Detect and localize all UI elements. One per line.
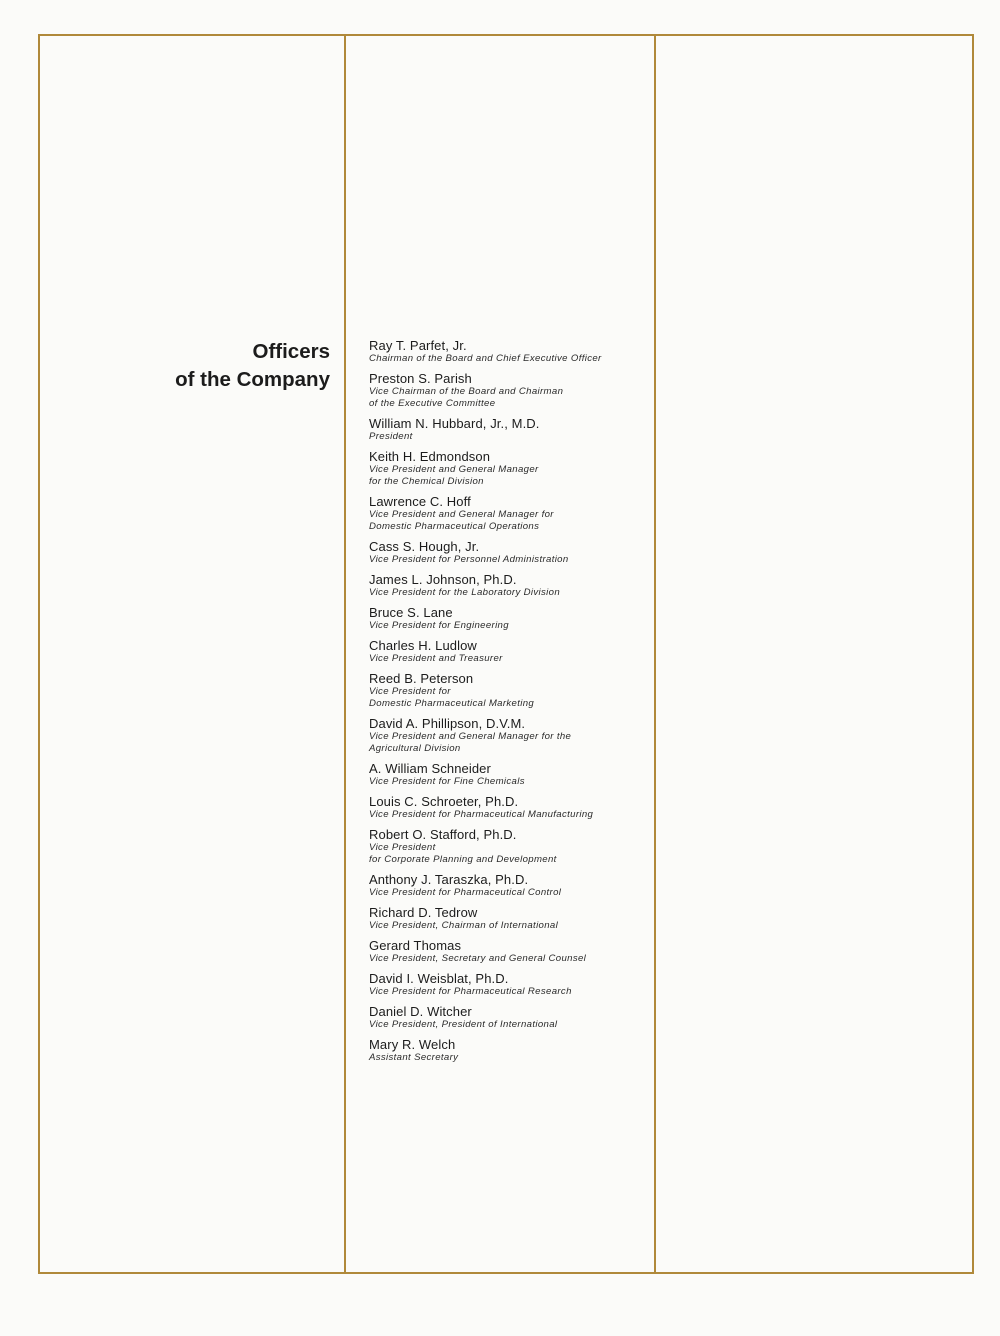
officer-entry — [369, 794, 644, 821]
officer-title-line: Chairman of the Board and Chief Executive Officer — [369, 353, 602, 364]
officer-title-line: Domestic Pharmaceutical Operations — [369, 521, 540, 532]
officer-name: James L. Johnson, Ph.D. — [369, 572, 517, 587]
officer-entry — [369, 338, 644, 365]
officer-entry — [369, 1004, 644, 1031]
officer-entry — [369, 1037, 644, 1064]
officer-name: Lawrence C. Hoff — [369, 494, 471, 509]
officer-name: Mary R. Welch — [369, 1037, 456, 1052]
heading-line-2: of the Company — [175, 368, 330, 391]
officer-title-line: Vice President, Secretary and General Counsel — [369, 953, 587, 964]
officer-name: Anthony J. Taraszka, Ph.D. — [369, 872, 529, 887]
officer-entry — [369, 371, 644, 410]
officer-title-line: Vice Chairman of the Board and Chairman — [369, 386, 564, 397]
officer-title-line: Agricultural Division — [369, 743, 461, 754]
officer-title-line: Vice President, President of International — [369, 1019, 558, 1030]
officer-title-line: Vice President for Pharmaceutical Research — [369, 986, 572, 997]
officer-name: Charles H. Ludlow — [369, 638, 477, 653]
officer-name: David A. Phillipson, D.V.M. — [369, 716, 526, 731]
officer-title-line: Vice President and Treasurer — [369, 653, 503, 664]
officer-title-line: Vice President for Fine Chemicals — [369, 776, 525, 787]
officer-title-line: of the Executive Committee — [369, 398, 496, 409]
officer-entry — [369, 938, 644, 965]
officer-entry — [369, 872, 644, 899]
officer-name: Bruce S. Lane — [369, 605, 453, 620]
officer-entry — [369, 827, 644, 866]
officer-entry — [369, 572, 644, 599]
officer-name: Robert O. Stafford, Ph.D. — [369, 827, 517, 842]
officer-name: David I. Weisblat, Ph.D. — [369, 971, 509, 986]
officer-title-line: Assistant Secretary — [369, 1052, 459, 1063]
officer-entry — [369, 605, 644, 632]
officer-name: William N. Hubbard, Jr., M.D. — [369, 416, 540, 431]
officer-title-line: Vice President for Personnel Administration — [369, 554, 569, 565]
officer-title-line: Vice President for Engineering — [369, 620, 509, 631]
officer-entry — [369, 905, 644, 932]
officer-entry — [369, 494, 644, 533]
officer-title-line: Vice President and General Manager for the — [369, 731, 572, 742]
officer-title-line: Domestic Pharmaceutical Marketing — [369, 698, 535, 709]
officer-title-line: Vice President for Pharmaceutical Manufacturing — [369, 809, 594, 820]
officer-title-line: Vice President — [369, 842, 436, 853]
officer-entry — [369, 671, 644, 710]
officer-entry — [369, 539, 644, 566]
section-heading — [60, 338, 330, 394]
officer-title-line: President — [369, 431, 413, 442]
officer-name: Ray T. Parfet, Jr. — [369, 338, 467, 353]
officer-entry — [369, 761, 644, 788]
officers-list — [369, 338, 644, 1070]
column-divider-left — [344, 34, 346, 1274]
officer-name: Louis C. Schroeter, Ph.D. — [369, 794, 519, 809]
officer-name: Daniel D. Witcher — [369, 1004, 472, 1019]
officer-entry — [369, 449, 644, 488]
officer-title-line: Vice President for — [369, 686, 451, 697]
officer-entry — [369, 971, 644, 998]
column-divider-right — [654, 34, 656, 1274]
officer-entry — [369, 638, 644, 665]
officer-title-line: Vice President and General Manager — [369, 464, 539, 475]
officer-name: A. William Schneider — [369, 761, 491, 776]
officer-name: Keith H. Edmondson — [369, 449, 491, 464]
officer-name: Reed B. Peterson — [369, 671, 474, 686]
officer-title-line: for Corporate Planning and Development — [369, 854, 557, 865]
officer-entry — [369, 716, 644, 755]
officer-title-line: Vice President and General Manager for — [369, 509, 554, 520]
heading-line-1: Officers — [252, 340, 330, 363]
officer-title-line: Vice President for the Laboratory Division — [369, 587, 561, 598]
officer-title-line: Vice President, Chairman of International — [369, 920, 559, 931]
officer-name: Richard D. Tedrow — [369, 905, 478, 920]
officer-name: Preston S. Parish — [369, 371, 472, 386]
officer-name: Cass S. Hough, Jr. — [369, 539, 480, 554]
officer-name: Gerard Thomas — [369, 938, 462, 953]
officer-entry — [369, 416, 644, 443]
officer-title-line: for the Chemical Division — [369, 476, 484, 487]
officer-title-line: Vice President for Pharmaceutical Control — [369, 887, 562, 898]
